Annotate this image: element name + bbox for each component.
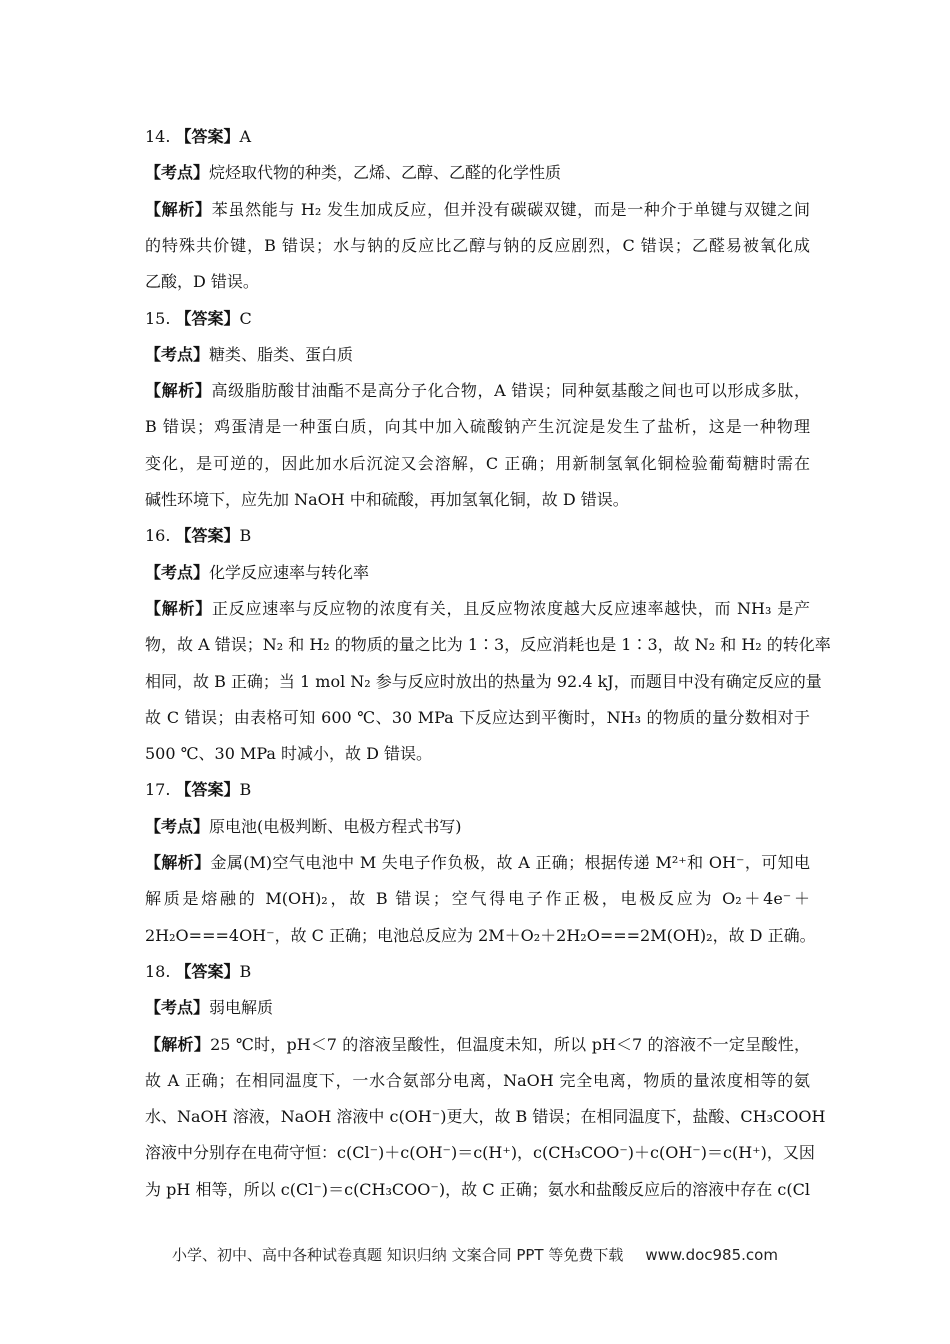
text-line — [145, 271, 810, 293]
section-label: 【答案】 — [175, 526, 240, 546]
line-text: 500 ℃、30 MPa 时减小，故 D 错误。 — [145, 744, 433, 764]
text-line — [145, 489, 810, 511]
text-line — [145, 888, 810, 910]
line-text: 苯虽然能与 H₂ 发生加成反应，但并没有碳碳双键，而是一种介于单键与双键之间 — [211, 199, 810, 219]
line-text: 弱电解质 — [209, 998, 274, 1018]
text-line — [145, 779, 810, 801]
text-line — [145, 199, 810, 221]
text-line — [145, 453, 810, 475]
section-label: 【考点】 — [145, 163, 210, 183]
text-line — [145, 344, 810, 366]
text-line — [145, 235, 810, 257]
text-line — [145, 126, 810, 148]
line-text: A — [239, 127, 252, 146]
line-text: 17. — [145, 780, 176, 800]
text-line — [145, 308, 810, 330]
section-label: 【解析】 — [145, 199, 212, 219]
text-line — [145, 743, 810, 765]
line-text: 原电池(电极判断、电极方程式书写) — [209, 816, 462, 836]
section-label: 【解析】 — [145, 598, 212, 618]
footer-url: www.doc985.com — [645, 1246, 778, 1264]
text-line — [145, 1179, 810, 1201]
line-text: 故 A 正确；在相同温度下，一水合氨部分电离，NaOH 完全电离，物质的量浓度相等的氨 — [145, 1070, 810, 1090]
section-label: 【解析】 — [145, 381, 212, 401]
line-text: B 错误；鸡蛋清是一种蛋白质，向其中加入硫酸钠产生沉淀是发生了盐析，这是一种物理 — [145, 417, 810, 437]
line-text: 高级脂肪酸甘油酯不是高分子化合物，A 错误；同种氨基酸之间也可以形成多肽， — [211, 381, 810, 401]
line-text: B — [239, 780, 252, 800]
line-text: 25 ℃时，pH＜7 的溶液呈酸性，但温度未知，所以 pH＜7 的溶液不一定呈酸性， — [210, 1034, 810, 1054]
line-text: C — [239, 308, 252, 328]
line-text: 水、NaOH 溶液，NaOH 溶液中 c(OH⁻)更大，故 B 错误；在相同温度下，盐酸、CH₃COOH — [145, 1107, 826, 1127]
section-label: 【考点】 — [145, 562, 210, 582]
text-line — [145, 416, 810, 438]
line-text: 14. — [145, 127, 176, 146]
text-line — [145, 925, 816, 947]
section-label: 【答案】 — [175, 308, 240, 328]
section-label: 【考点】 — [145, 344, 210, 364]
line-text: 金属(M)空气电池中 M 失电子作负极，故 A 正确；根据传递 M²⁺和 OH⁻，可知电 — [210, 853, 810, 872]
line-text: 变化，是可逆的，因此加水后沉淀又会溶解，C 正确；用新制氢氧化铜检验葡萄糖时需在 — [145, 453, 810, 473]
line-text: 2H₂O===4OH⁻，故 C 正确；电池总反应为 2M＋O₂＋2H₂O===2M(OH)₂，故 D 正确。 — [145, 925, 816, 945]
line-text: 的特殊共价键，B 错误；水与钠的反应比乙醇与钠的反应剧烈，C 错误；乙醛易被氧化成 — [145, 235, 810, 255]
text-line — [145, 562, 810, 584]
text-line — [145, 671, 822, 693]
line-text: 溶液中分别存在电荷守恒：c(Cl⁻)＋c(OH⁻)＝c(H⁺)，c(CH₃COO⁻)＋c(OH⁻)＝c(H⁺)，又因 — [145, 1143, 815, 1163]
line-text: 糖类、脂类、蛋白质 — [209, 344, 354, 364]
line-text: 15. — [145, 308, 176, 328]
section-label: 【答案】 — [175, 961, 240, 981]
section-label: 【考点】 — [145, 998, 210, 1018]
line-text: 烷烃取代物的种类，乙烯、乙醇、乙醛的化学性质 — [209, 163, 562, 183]
text-line — [145, 634, 831, 656]
text-line — [145, 961, 810, 983]
line-text: B — [239, 526, 252, 546]
text-line — [145, 707, 810, 729]
footer-text: 小学、初中、高中各种试卷真题 知识归纳 文案合同 PPT 等免费下载 — [172, 1246, 624, 1264]
line-text: 为 pH 相等，所以 c(Cl⁻)＝c(CH₃COO⁻)，故 C 正确；氨水和盐酸反应后的溶液中存在 c(Cl — [145, 1179, 810, 1199]
text-line — [145, 525, 810, 547]
line-text: 18. — [145, 961, 176, 981]
text-line — [145, 162, 810, 184]
line-text: B — [239, 961, 252, 981]
text-line — [145, 598, 810, 620]
line-text: 16. — [145, 526, 176, 546]
section-label: 【解析】 — [145, 1034, 211, 1054]
line-text: 碱性环境下，应先加 NaOH 中和硫酸，再加氢氧化铜，故 D 错误。 — [145, 490, 629, 509]
line-text: 相同，故 B 正确；当 1 mol N₂ 参与反应时放出的热量为 92.4 kJ，而题目中没有确定反应的量 — [145, 671, 822, 691]
text-line — [145, 852, 810, 874]
line-text: 解质是熔融的 M(OH)₂，故 B 错误；空气得电子作正极，电极反应为 O₂＋4e⁻＋ — [145, 889, 810, 909]
line-text: 故 C 错误；由表格可知 600 ℃、30 MPa 下反应达到平衡时，NH₃ 的物质的量分数相对于 — [145, 707, 810, 727]
line-text: 乙酸，D 错误。 — [145, 272, 259, 292]
page-footer — [0, 1244, 950, 1265]
text-line — [145, 1106, 826, 1128]
text-line — [145, 1142, 815, 1164]
text-line — [145, 816, 810, 838]
line-text: 正反应速率与反应物的浓度有关，且反应物浓度越大反应速率越快，而 NH₃ 是产 — [212, 598, 810, 618]
section-label: 【解析】 — [145, 853, 211, 872]
line-text: 化学反应速率与转化率 — [209, 562, 370, 582]
line-text: 物，故 A 错误；N₂ 和 H₂ 的物质的量之比为 1∶3，反应消耗也是 1∶3，故 N₂ 和 H₂ 的转化率 — [145, 635, 831, 655]
section-label: 【考点】 — [145, 816, 210, 836]
section-label: 【答案】 — [175, 780, 240, 800]
text-line — [145, 1034, 810, 1056]
text-line — [145, 380, 810, 402]
section-label: 【答案】 — [175, 127, 240, 146]
text-line — [145, 997, 810, 1019]
text-line — [145, 1070, 810, 1092]
